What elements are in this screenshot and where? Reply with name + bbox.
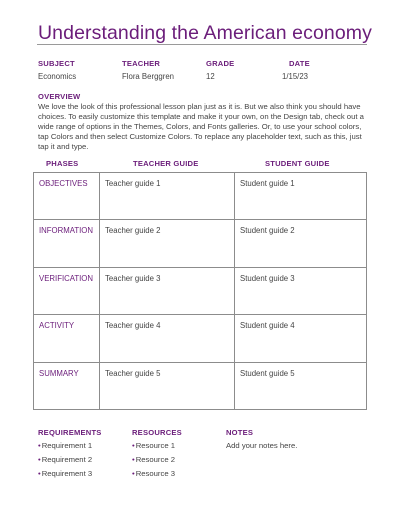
title-divider xyxy=(37,44,367,45)
teacher-guide-cell[interactable]: Teacher guide 5 xyxy=(100,362,235,409)
requirements-label: REQUIREMENTS xyxy=(38,428,102,437)
subject-value[interactable]: Economics xyxy=(38,72,77,81)
list-item[interactable] xyxy=(38,441,92,450)
teacher-label: TEACHER xyxy=(122,59,161,68)
bullet-icon: • xyxy=(132,455,135,464)
student-guide-cell[interactable]: Student guide 3 xyxy=(235,267,367,314)
table-row xyxy=(34,173,367,220)
subject-label: SUBJECT xyxy=(38,59,75,68)
table-row xyxy=(34,220,367,267)
resource-item: Resource 1 xyxy=(135,441,176,450)
student-guide-header: STUDENT GUIDE xyxy=(265,159,330,168)
bullet-icon: • xyxy=(38,441,41,450)
phase-cell[interactable]: SUMMARY xyxy=(34,362,100,409)
bullet-icon: • xyxy=(132,469,135,478)
phase-cell[interactable]: VERIFICATION xyxy=(34,267,100,314)
page-title[interactable]: Understanding the American economy xyxy=(38,22,373,44)
requirement-item: Requirement 3 xyxy=(41,469,93,478)
teacher-guide-cell[interactable]: Teacher guide 2 xyxy=(100,220,235,267)
student-guide-cell[interactable]: Student guide 5 xyxy=(235,362,367,409)
date-value[interactable]: 1/15/23 xyxy=(282,72,309,81)
overview-text[interactable]: We love the look of this professional lesson plan just as it is. But we also think you should have choices. To easily customize this template and make it your own, on the Design tab, check out a wide range of options in the Themes, Colors, and Fonts galleries. Or, to use your school colors, tap Colors and then select Customize Colors. To replace any placeholder text, such as this, just tap it and type. xyxy=(38,102,364,151)
teacher-guide-cell[interactable]: Teacher guide 3 xyxy=(100,267,235,314)
resource-item: Resource 2 xyxy=(135,455,176,464)
phases-header: PHASES xyxy=(46,159,79,168)
resource-item: Resource 3 xyxy=(135,469,176,478)
list-item[interactable] xyxy=(38,469,92,478)
teacher-value[interactable]: Flora Berggren xyxy=(122,72,175,81)
list-item[interactable] xyxy=(38,455,92,464)
requirement-item: Requirement 1 xyxy=(41,441,93,450)
bullet-icon: • xyxy=(38,469,41,478)
bullet-icon: • xyxy=(132,441,135,450)
student-guide-cell[interactable]: Student guide 2 xyxy=(235,220,367,267)
table-row xyxy=(34,267,367,314)
phase-cell[interactable]: INFORMATION xyxy=(34,220,100,267)
teacher-guide-header: TEACHER GUIDE xyxy=(133,159,199,168)
resources-label: RESOURCES xyxy=(132,428,182,437)
table-row xyxy=(34,362,367,409)
student-guide-cell[interactable]: Student guide 4 xyxy=(235,315,367,362)
teacher-guide-cell[interactable]: Teacher guide 4 xyxy=(100,315,235,362)
list-item[interactable] xyxy=(132,469,175,478)
lesson-table xyxy=(33,172,367,410)
grade-value[interactable]: 12 xyxy=(206,72,215,81)
teacher-guide-cell[interactable]: Teacher guide 1 xyxy=(100,173,235,220)
phase-cell[interactable]: ACTIVITY xyxy=(34,315,100,362)
notes-text[interactable]: Add your notes here. xyxy=(226,441,298,450)
list-item[interactable] xyxy=(132,441,175,450)
notes-label: NOTES xyxy=(226,428,254,437)
bullet-icon: • xyxy=(38,455,41,464)
table-row xyxy=(34,315,367,362)
student-guide-cell[interactable]: Student guide 1 xyxy=(235,173,367,220)
requirement-item: Requirement 2 xyxy=(41,455,93,464)
phase-cell[interactable]: OBJECTIVES xyxy=(34,173,100,220)
overview-label: OVERVIEW xyxy=(38,92,81,101)
grade-label: GRADE xyxy=(206,59,235,68)
date-label: DATE xyxy=(289,59,310,68)
list-item[interactable] xyxy=(132,455,175,464)
